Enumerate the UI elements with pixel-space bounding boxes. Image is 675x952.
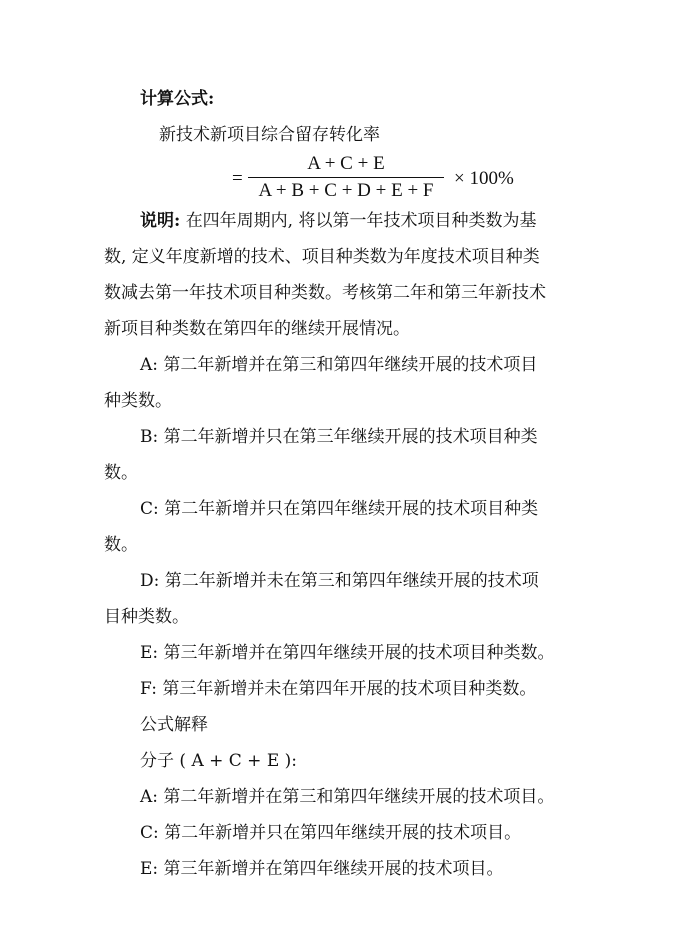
fraction-bar [248,177,444,178]
formula-numerator: A + C + E [307,153,385,174]
definition-b: B: 第二年新增并只在第三年继续开展的技术项目种类 [140,427,538,447]
formula-heading: 计算公式: [140,89,215,109]
explanation-text: 在四年周期内, 将以第一年技术项目种类数为基 [185,211,537,231]
explanation-line: 数, 定义年度新增的技术、项目种类数为年度技术项目种类 [104,247,540,267]
definition-d-cont: 目种类数。 [104,607,189,627]
explanation-label: 说明: [140,211,181,231]
definition-c: C: 第二年新增并只在第四年继续开展的技术项目种类 [140,499,539,519]
explanation-line: 数减去第一年技术项目种类数。考核第二年和第三年新技术 [104,283,546,303]
formula-fraction [248,152,444,203]
interpretation-item-e: E: 第三年新增并在第四年继续开展的技术项目。 [140,859,504,879]
interpretation-title: 公式解释 [140,715,208,735]
formula-equals: = [232,168,243,189]
definition-c-cont: 数。 [104,535,138,555]
definition-e: E: 第三年新增并在第四年继续开展的技术项目种类数。 [140,643,555,663]
interpretation-item-c: C: 第二年新增并只在第四年继续开展的技术项目。 [140,823,522,843]
formula-denominator: A + B + C + D + E + F [258,180,434,201]
numerator-title: 分子 ( A + C + E ): [140,751,298,771]
formula-name: 新技术新项目综合留存转化率 [159,125,380,145]
explanation-line: 新项目种类数在第四年的继续开展情况。 [104,319,410,339]
formula-multiplier: × 100% [454,168,514,189]
definition-a: A: 第二年新增并在第三和第四年继续开展的技术项目 [140,355,538,375]
definition-b-cont: 数。 [104,463,138,483]
interpretation-item-a: A: 第二年新增并在第三和第四年继续开展的技术项目。 [140,787,555,807]
definition-a-cont: 种类数。 [104,391,172,411]
definition-f: F: 第三年新增并未在第四年开展的技术项目种类数。 [140,679,537,699]
definition-d: D: 第二年新增并未在第三和第四年继续开展的技术项 [140,571,539,591]
explanation-line [140,210,537,232]
